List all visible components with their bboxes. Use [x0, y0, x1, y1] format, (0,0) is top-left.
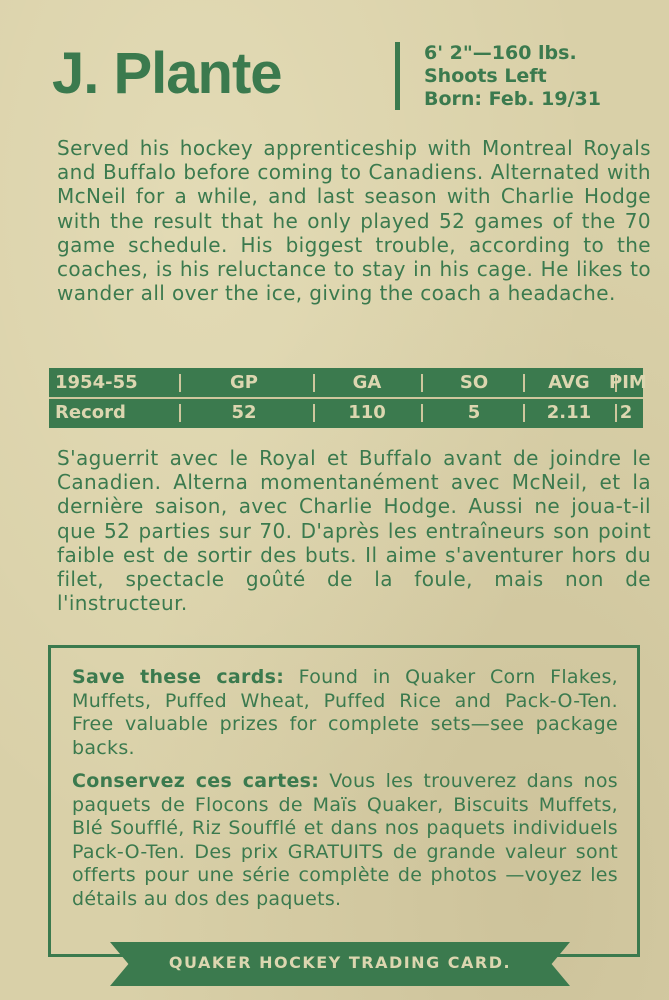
value-avg: 2.11: [546, 402, 592, 423]
height-weight: 6' 2"—160 lbs.: [424, 42, 577, 64]
value-pim: 2: [619, 402, 633, 423]
column-divider: [313, 404, 315, 422]
player-name: J. Plante: [52, 41, 282, 106]
bio-english: Served his hockey apprenticeship with Montreal Royals and Buffalo before coming to Canadiens. Alternated with McNeil for a while, and last season with Charlie Hodge with the result that he only played 52 games of the 70 game schedule. His biggest trouble, according to the coaches, is his reluctance to stay in his cage. He likes to wander all over the ice, giving the coach a headache.: [57, 136, 651, 306]
column-divider: [421, 374, 423, 392]
promo-french-lead: Conservez ces cartes:: [72, 770, 320, 792]
column-divider: [523, 404, 525, 422]
player-vitals: [424, 42, 601, 111]
record-label: Record: [55, 402, 126, 423]
footer-banner-text: QUAKER HOCKEY TRADING CARD.: [168, 953, 512, 972]
col-pim: PIM: [609, 372, 647, 393]
born-date: Born: Feb. 19/31: [424, 88, 601, 110]
promo-english-body: Found in Quaker Corn Flakes, Muffets, Puffed Wheat, Puffed Rice and Pack-O-Ten. Free valuable prizes for complete sets—see package backs.: [72, 666, 618, 759]
stats-record-row: [49, 398, 643, 428]
bio-french: S'aguerrit avec le Royal et Buffalo avant de joindre le Canadien. Alterna momentanément avec McNeil, et la dernière saison, avec Charlie Hodge. Aussi ne joua-t-il que 52 parties sur 70. D'après les entraîneurs son point faible est de sortir des buts. Il aime s'aventurer hors du filet, spectacle goûté de la foule, mais non de l'instructeur.: [57, 446, 651, 616]
column-divider: [421, 404, 423, 422]
column-divider: [179, 374, 181, 392]
stats-header-row: [49, 368, 647, 398]
season-label: 1954-55: [55, 372, 138, 393]
col-avg: AVG: [548, 372, 590, 393]
promo-english: [72, 666, 618, 760]
promo-english-lead: Save these cards:: [72, 666, 285, 688]
col-so: SO: [459, 372, 489, 393]
shoots: Shoots Left: [424, 65, 547, 87]
promo-french: [72, 770, 618, 912]
column-divider: [179, 404, 181, 422]
column-divider: [523, 374, 525, 392]
col-ga: GA: [352, 372, 382, 393]
value-ga: 110: [348, 402, 386, 423]
header-divider: [395, 42, 400, 110]
value-so: 5: [467, 402, 481, 423]
value-gp: 52: [231, 402, 257, 423]
col-gp: GP: [230, 372, 258, 393]
promo-french-body: Vous les trouverez dans nos paquets de Flocons de Maïs Quaker, Biscuits Muffets, Blé Soufflé, Riz Soufflé et dans nos paquets individuels Pack-O-Ten. Des prix GRATUITS de grande valeur sont offerts pour une série complète de photos —voyez les détails au dos des paquets.: [72, 770, 618, 910]
column-divider: [313, 374, 315, 392]
stats-table: [49, 368, 647, 428]
